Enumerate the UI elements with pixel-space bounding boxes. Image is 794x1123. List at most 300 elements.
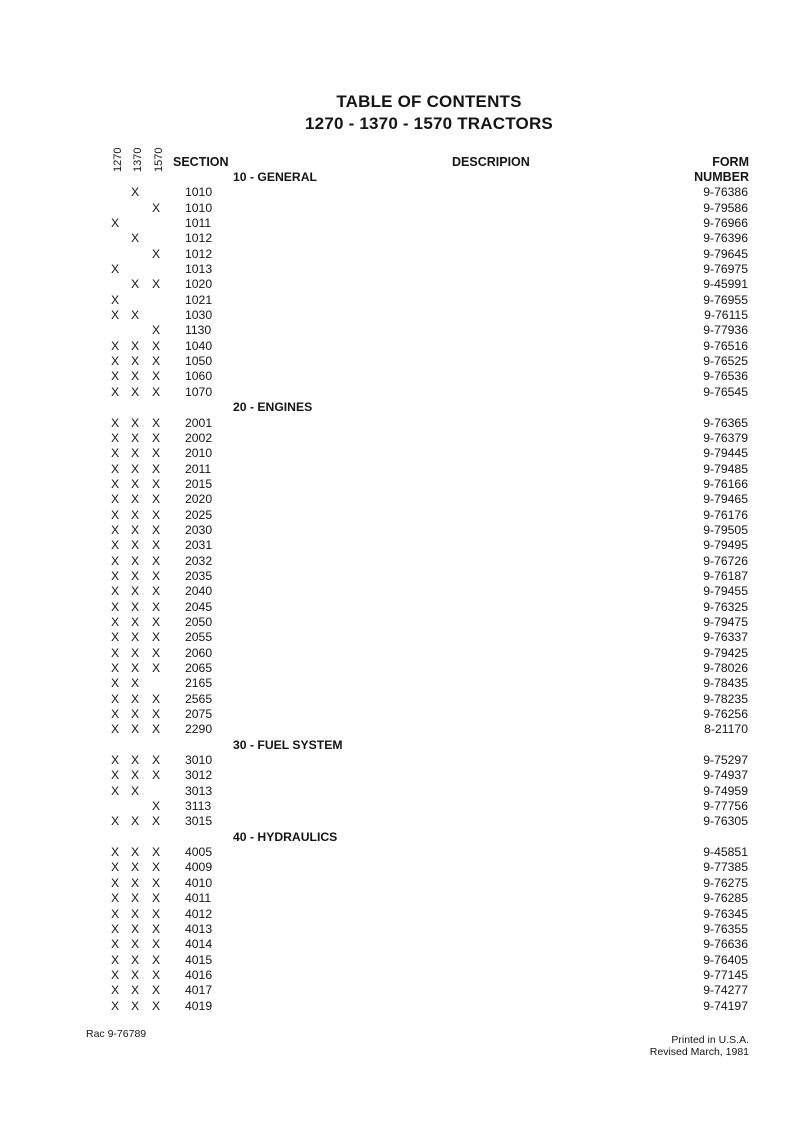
model-applicability-mark: X xyxy=(152,277,161,292)
form-number: 9-79505 xyxy=(703,522,748,537)
section-number: 2165 xyxy=(185,676,213,691)
section-number: 1012 xyxy=(185,231,213,246)
model-applicability-mark: X xyxy=(131,661,140,675)
form-number: 9-76187 xyxy=(703,568,748,583)
contents-table xyxy=(0,170,794,1014)
table-row xyxy=(0,907,794,922)
model-applicability-mark: X xyxy=(111,384,120,399)
model-applicability-mark: X xyxy=(152,246,161,261)
model-applicability-mark: X xyxy=(111,522,120,537)
section-number: 1070 xyxy=(185,384,213,399)
model-applicability-mark: X xyxy=(131,277,140,292)
model-applicability-mark: X xyxy=(131,599,140,614)
form-number: 9-74959 xyxy=(703,783,748,798)
category-heading-row xyxy=(0,400,794,415)
model-applicability-mark: X xyxy=(152,430,161,445)
model-applicability-mark: X xyxy=(131,415,140,430)
model-applicability-mark: X xyxy=(152,461,161,476)
table-row xyxy=(0,768,794,783)
model-applicability-mark: X xyxy=(152,354,161,369)
form-number: 9-76355 xyxy=(703,921,748,936)
table-row xyxy=(0,953,794,968)
table-row xyxy=(0,615,794,630)
model-applicability-mark: X xyxy=(152,323,161,338)
form-number: 9-76285 xyxy=(703,891,748,906)
model-applicability-mark: X xyxy=(111,707,120,722)
model-applicability-mark: X xyxy=(152,845,161,860)
model-applicability-mark: X xyxy=(131,231,140,246)
page-subtitle: 1270 - 1370 - 1570 TRACTORS xyxy=(305,114,553,133)
model-applicability-mark: X xyxy=(152,998,161,1013)
model-applicability-mark: X xyxy=(111,369,120,384)
table-row xyxy=(0,845,794,860)
section-number: 2035 xyxy=(185,568,213,583)
table-row xyxy=(0,784,794,799)
table-row xyxy=(0,584,794,599)
model-applicability-mark: X xyxy=(111,599,120,614)
model-applicability-mark: X xyxy=(131,707,140,722)
table-row xyxy=(0,431,794,446)
model-applicability-mark: X xyxy=(111,891,120,906)
form-number: 9-77385 xyxy=(703,860,748,875)
model-applicability-mark: X xyxy=(152,768,161,783)
model-applicability-mark: X xyxy=(111,875,120,890)
table-row xyxy=(0,492,794,507)
model-applicability-mark: X xyxy=(152,707,161,722)
model-applicability-mark: X xyxy=(131,446,140,461)
model-applicability-mark: X xyxy=(131,522,140,537)
model-applicability-mark: X xyxy=(131,845,140,860)
model-applicability-mark: X xyxy=(152,446,161,461)
table-row xyxy=(0,277,794,292)
model-applicability-mark: X xyxy=(131,691,140,706)
revised-date: Revised March, 1981 xyxy=(649,1046,749,1058)
model-applicability-mark: X xyxy=(152,338,161,353)
table-row xyxy=(0,891,794,906)
model-applicability-mark: X xyxy=(111,691,120,706)
model-applicability-mark: X xyxy=(111,661,120,675)
model-applicability-mark: X xyxy=(131,614,140,629)
table-row xyxy=(0,937,794,952)
form-number: 9-74277 xyxy=(703,983,748,998)
form-number-column-header: NUMBER xyxy=(694,170,749,184)
section-number: 2045 xyxy=(185,599,213,614)
section-number: 2075 xyxy=(185,707,213,722)
section-number: 3010 xyxy=(185,753,213,768)
form-number: 9-76975 xyxy=(703,262,748,277)
table-row xyxy=(0,339,794,354)
section-number: 2015 xyxy=(185,476,213,491)
model-applicability-mark: X xyxy=(111,906,120,921)
section-number: 1130 xyxy=(185,323,212,338)
model-applicability-mark: X xyxy=(131,906,140,921)
model-applicability-mark: X xyxy=(152,384,161,399)
model-applicability-mark: X xyxy=(111,937,120,952)
category-heading-row xyxy=(0,738,794,753)
section-number: 2065 xyxy=(185,661,213,675)
table-row xyxy=(0,523,794,538)
section-number: 1011 xyxy=(185,216,212,231)
section-number: 4015 xyxy=(185,952,213,967)
form-number: 9-76386 xyxy=(703,185,748,200)
table-row xyxy=(0,646,794,661)
form-number: 9-79445 xyxy=(703,446,748,461)
form-number: 9-79475 xyxy=(703,614,748,629)
model-applicability-mark: X xyxy=(111,845,120,860)
model-applicability-mark: X xyxy=(131,860,140,875)
category-heading: 40 - HYDRAULICS xyxy=(233,829,338,844)
form-number: 9-78235 xyxy=(703,691,748,706)
model-applicability-mark: X xyxy=(152,492,161,507)
form-number: 9-79495 xyxy=(703,538,748,553)
section-number: 2050 xyxy=(185,614,213,629)
form-number: 9-45851 xyxy=(703,845,748,860)
model-applicability-mark: X xyxy=(111,492,120,507)
model-applicability-mark: X xyxy=(111,446,120,461)
section-number: 2002 xyxy=(185,430,213,445)
model-applicability-mark: X xyxy=(152,753,161,768)
form-number: 9-76337 xyxy=(703,630,748,645)
form-number: 9-76545 xyxy=(703,384,748,399)
form-number: 9-79645 xyxy=(703,246,748,261)
form-number: 9-77145 xyxy=(703,967,748,982)
table-row xyxy=(0,968,794,983)
model-applicability-mark: X xyxy=(111,783,120,798)
form-number: 9-79465 xyxy=(703,492,748,507)
section-number: 2031 xyxy=(185,538,213,553)
model-applicability-mark: X xyxy=(152,507,161,522)
form-number: 9-79586 xyxy=(703,200,748,215)
form-number: 9-74937 xyxy=(703,768,748,783)
table-row xyxy=(0,922,794,937)
section-number: 1013 xyxy=(185,262,213,277)
model-applicability-mark: X xyxy=(152,921,161,936)
model-applicability-mark: X xyxy=(131,461,140,476)
section-column-header: SECTION xyxy=(173,155,229,169)
section-number: 2040 xyxy=(185,584,213,599)
model-applicability-mark: X xyxy=(131,553,140,568)
table-row xyxy=(0,216,794,231)
model-applicability-mark: X xyxy=(131,369,140,384)
form-number: 9-78435 xyxy=(703,676,748,691)
model-applicability-mark: X xyxy=(131,768,140,783)
form-number: 9-76396 xyxy=(703,231,748,246)
model-applicability-mark: X xyxy=(152,415,161,430)
model-header-1570: 1570 xyxy=(153,147,165,172)
section-number: 1030 xyxy=(185,308,213,323)
model-applicability-mark: X xyxy=(152,983,161,998)
section-number: 2010 xyxy=(185,446,213,461)
table-row xyxy=(0,477,794,492)
model-applicability-mark: X xyxy=(111,614,120,629)
table-row xyxy=(0,722,794,737)
table-row xyxy=(0,814,794,829)
table-row xyxy=(0,554,794,569)
model-applicability-mark: X xyxy=(111,722,120,737)
section-number: 1020 xyxy=(185,277,213,292)
model-applicability-mark: X xyxy=(131,568,140,583)
model-applicability-mark: X xyxy=(131,753,140,768)
model-applicability-mark: X xyxy=(111,630,120,645)
form-number: 9-76405 xyxy=(703,952,748,967)
model-applicability-mark: X xyxy=(152,645,161,660)
model-applicability-mark: X xyxy=(111,292,120,307)
model-applicability-mark: X xyxy=(152,967,161,982)
model-applicability-mark: X xyxy=(111,507,120,522)
section-number: 2055 xyxy=(185,630,213,645)
form-number: 9-76305 xyxy=(703,814,748,829)
section-number: 3013 xyxy=(185,783,213,798)
section-number: 2030 xyxy=(185,522,213,537)
table-row xyxy=(0,661,794,676)
form-number: 9-77756 xyxy=(703,799,748,814)
section-number: 2032 xyxy=(185,553,213,568)
model-applicability-mark: X xyxy=(111,860,120,875)
model-applicability-mark: X xyxy=(152,200,161,215)
table-row xyxy=(0,569,794,584)
section-number: 2001 xyxy=(185,415,213,430)
form-number: 9-76365 xyxy=(703,415,748,430)
section-number: 2290 xyxy=(185,722,213,737)
form-number: 9-76726 xyxy=(703,553,748,568)
form-number: 9-77936 xyxy=(703,323,748,338)
form-number: 9-76516 xyxy=(703,338,748,353)
model-applicability-mark: X xyxy=(131,937,140,952)
model-applicability-mark: X xyxy=(152,937,161,952)
table-row xyxy=(0,707,794,722)
model-applicability-mark: X xyxy=(111,952,120,967)
model-applicability-mark: X xyxy=(111,676,120,691)
model-applicability-mark: X xyxy=(131,384,140,399)
category-heading-row xyxy=(0,830,794,845)
table-row xyxy=(0,201,794,216)
model-applicability-mark: X xyxy=(152,553,161,568)
model-applicability-mark: X xyxy=(152,476,161,491)
section-number: 4011 xyxy=(185,891,212,906)
table-row xyxy=(0,416,794,431)
section-number: 1010 xyxy=(185,185,213,200)
model-applicability-mark: X xyxy=(111,998,120,1013)
model-applicability-mark: X xyxy=(152,369,161,384)
table-row xyxy=(0,692,794,707)
model-applicability-mark: X xyxy=(131,783,140,798)
model-applicability-mark: X xyxy=(111,645,120,660)
model-applicability-mark: X xyxy=(111,476,120,491)
section-number: 4014 xyxy=(185,937,213,952)
page-title: TABLE OF CONTENTS xyxy=(336,92,522,111)
section-number: 4019 xyxy=(185,998,213,1013)
table-row xyxy=(0,999,794,1014)
table-row xyxy=(0,753,794,768)
model-header-1370: 1370 xyxy=(132,147,144,172)
section-number: 4009 xyxy=(185,860,213,875)
section-number: 4012 xyxy=(185,906,213,921)
model-applicability-mark: X xyxy=(111,753,120,768)
model-applicability-mark: X xyxy=(152,814,161,829)
table-row xyxy=(0,185,794,200)
model-applicability-mark: X xyxy=(111,768,120,783)
model-applicability-mark: X xyxy=(131,967,140,982)
form-column-header: FORM xyxy=(712,155,749,169)
model-applicability-mark: X xyxy=(111,967,120,982)
model-applicability-mark: X xyxy=(131,538,140,553)
model-applicability-mark: X xyxy=(131,891,140,906)
form-number: 9-75297 xyxy=(703,753,748,768)
model-applicability-mark: X xyxy=(152,906,161,921)
model-applicability-mark: X xyxy=(111,584,120,599)
model-applicability-mark: X xyxy=(111,430,120,445)
table-row xyxy=(0,538,794,553)
model-applicability-mark: X xyxy=(152,538,161,553)
category-heading: 20 - ENGINES xyxy=(233,400,313,415)
model-applicability-mark: X xyxy=(111,308,120,323)
form-number: 9-76166 xyxy=(703,476,748,491)
section-number: 3012 xyxy=(185,768,213,783)
model-applicability-mark: X xyxy=(111,354,120,369)
form-number: 9-79485 xyxy=(703,461,748,476)
table-row xyxy=(0,323,794,338)
category-heading-row xyxy=(0,170,794,185)
model-applicability-mark: X xyxy=(152,891,161,906)
model-applicability-mark: X xyxy=(111,568,120,583)
form-number: 9-76345 xyxy=(703,906,748,921)
model-applicability-mark: X xyxy=(111,553,120,568)
table-row xyxy=(0,876,794,891)
form-number: 9-76325 xyxy=(703,599,748,614)
form-number: 9-76115 xyxy=(704,308,748,323)
section-number: 1012 xyxy=(185,246,213,261)
table-row xyxy=(0,262,794,277)
table-row xyxy=(0,247,794,262)
model-applicability-mark: X xyxy=(152,568,161,583)
section-number: 1010 xyxy=(185,200,213,215)
table-row xyxy=(0,462,794,477)
model-applicability-mark: X xyxy=(131,354,140,369)
section-number: 4010 xyxy=(185,875,213,890)
model-applicability-mark: X xyxy=(131,952,140,967)
table-row xyxy=(0,385,794,400)
model-applicability-mark: X xyxy=(131,338,140,353)
section-number: 2565 xyxy=(185,691,213,706)
table-row xyxy=(0,508,794,523)
model-applicability-mark: X xyxy=(152,860,161,875)
model-applicability-mark: X xyxy=(131,630,140,645)
table-row xyxy=(0,676,794,691)
model-applicability-mark: X xyxy=(131,814,140,829)
model-applicability-mark: X xyxy=(131,998,140,1013)
section-number: 4013 xyxy=(185,921,213,936)
model-applicability-mark: X xyxy=(152,952,161,967)
section-number: 1040 xyxy=(185,338,213,353)
model-applicability-mark: X xyxy=(111,461,120,476)
table-row xyxy=(0,446,794,461)
table-row xyxy=(0,799,794,814)
model-applicability-mark: X xyxy=(152,522,161,537)
table-row xyxy=(0,600,794,615)
section-number: 4005 xyxy=(185,845,213,860)
model-applicability-mark: X xyxy=(131,584,140,599)
model-applicability-mark: X xyxy=(131,492,140,507)
form-number: 9-76966 xyxy=(703,216,748,231)
model-applicability-mark: X xyxy=(152,691,161,706)
form-number: 9-76275 xyxy=(703,875,748,890)
model-applicability-mark: X xyxy=(111,921,120,936)
form-number: 9-76536 xyxy=(703,369,748,384)
form-number: 8-21170 xyxy=(704,722,748,737)
form-number: 9-79425 xyxy=(703,645,748,660)
model-applicability-mark: X xyxy=(111,983,120,998)
section-number: 3015 xyxy=(185,814,213,829)
model-applicability-mark: X xyxy=(131,185,140,200)
model-applicability-mark: X xyxy=(152,661,161,675)
model-applicability-mark: X xyxy=(152,875,161,890)
form-number: 9-76379 xyxy=(703,430,748,445)
form-number: 9-76256 xyxy=(703,707,748,722)
model-applicability-mark: X xyxy=(131,645,140,660)
table-row xyxy=(0,369,794,384)
table-row xyxy=(0,231,794,246)
section-number: 2011 xyxy=(185,461,212,476)
table-row xyxy=(0,354,794,369)
printed-note: Printed in U.S.A. xyxy=(671,1034,749,1046)
category-heading: 10 - GENERAL xyxy=(233,170,317,184)
form-number: 9-76176 xyxy=(703,507,748,522)
model-applicability-mark: X xyxy=(131,921,140,936)
form-number: 9-74197 xyxy=(703,998,748,1013)
form-number: 9-79455 xyxy=(703,584,748,599)
section-number: 2060 xyxy=(185,645,213,660)
section-number: 4016 xyxy=(185,967,213,982)
model-header-1270: 1270 xyxy=(112,147,124,172)
model-applicability-mark: X xyxy=(152,799,161,814)
model-applicability-mark: X xyxy=(111,216,120,231)
model-applicability-mark: X xyxy=(111,262,120,277)
model-applicability-mark: X xyxy=(152,614,161,629)
section-number: 2025 xyxy=(185,507,213,522)
table-row xyxy=(0,983,794,998)
section-number: 1021 xyxy=(185,292,213,307)
description-column-header: DESCRIPION xyxy=(452,155,530,169)
model-applicability-mark: X xyxy=(111,415,120,430)
table-row xyxy=(0,308,794,323)
table-row xyxy=(0,293,794,308)
table-row xyxy=(0,860,794,875)
model-applicability-mark: X xyxy=(111,338,120,353)
publication-code: Rac 9-76789 xyxy=(86,1028,147,1040)
form-number: 9-76525 xyxy=(703,354,748,369)
model-applicability-mark: X xyxy=(152,722,161,737)
form-number: 9-45991 xyxy=(703,277,748,292)
table-row xyxy=(0,630,794,645)
section-number: 1060 xyxy=(185,369,213,384)
section-number: 2020 xyxy=(185,492,213,507)
model-applicability-mark: X xyxy=(152,599,161,614)
model-applicability-mark: X xyxy=(152,630,161,645)
section-number: 1050 xyxy=(185,354,213,369)
model-applicability-mark: X xyxy=(111,538,120,553)
section-number: 3113 xyxy=(185,799,212,814)
model-applicability-mark: X xyxy=(111,814,120,829)
model-applicability-mark: X xyxy=(152,584,161,599)
model-applicability-mark: X xyxy=(131,507,140,522)
form-number: 9-78026 xyxy=(703,661,748,675)
model-applicability-mark: X xyxy=(131,476,140,491)
model-applicability-mark: X xyxy=(131,722,140,737)
form-number: 9-76636 xyxy=(703,937,748,952)
model-applicability-mark: X xyxy=(131,676,140,691)
model-applicability-mark: X xyxy=(131,430,140,445)
category-heading: 30 - FUEL SYSTEM xyxy=(233,737,343,752)
